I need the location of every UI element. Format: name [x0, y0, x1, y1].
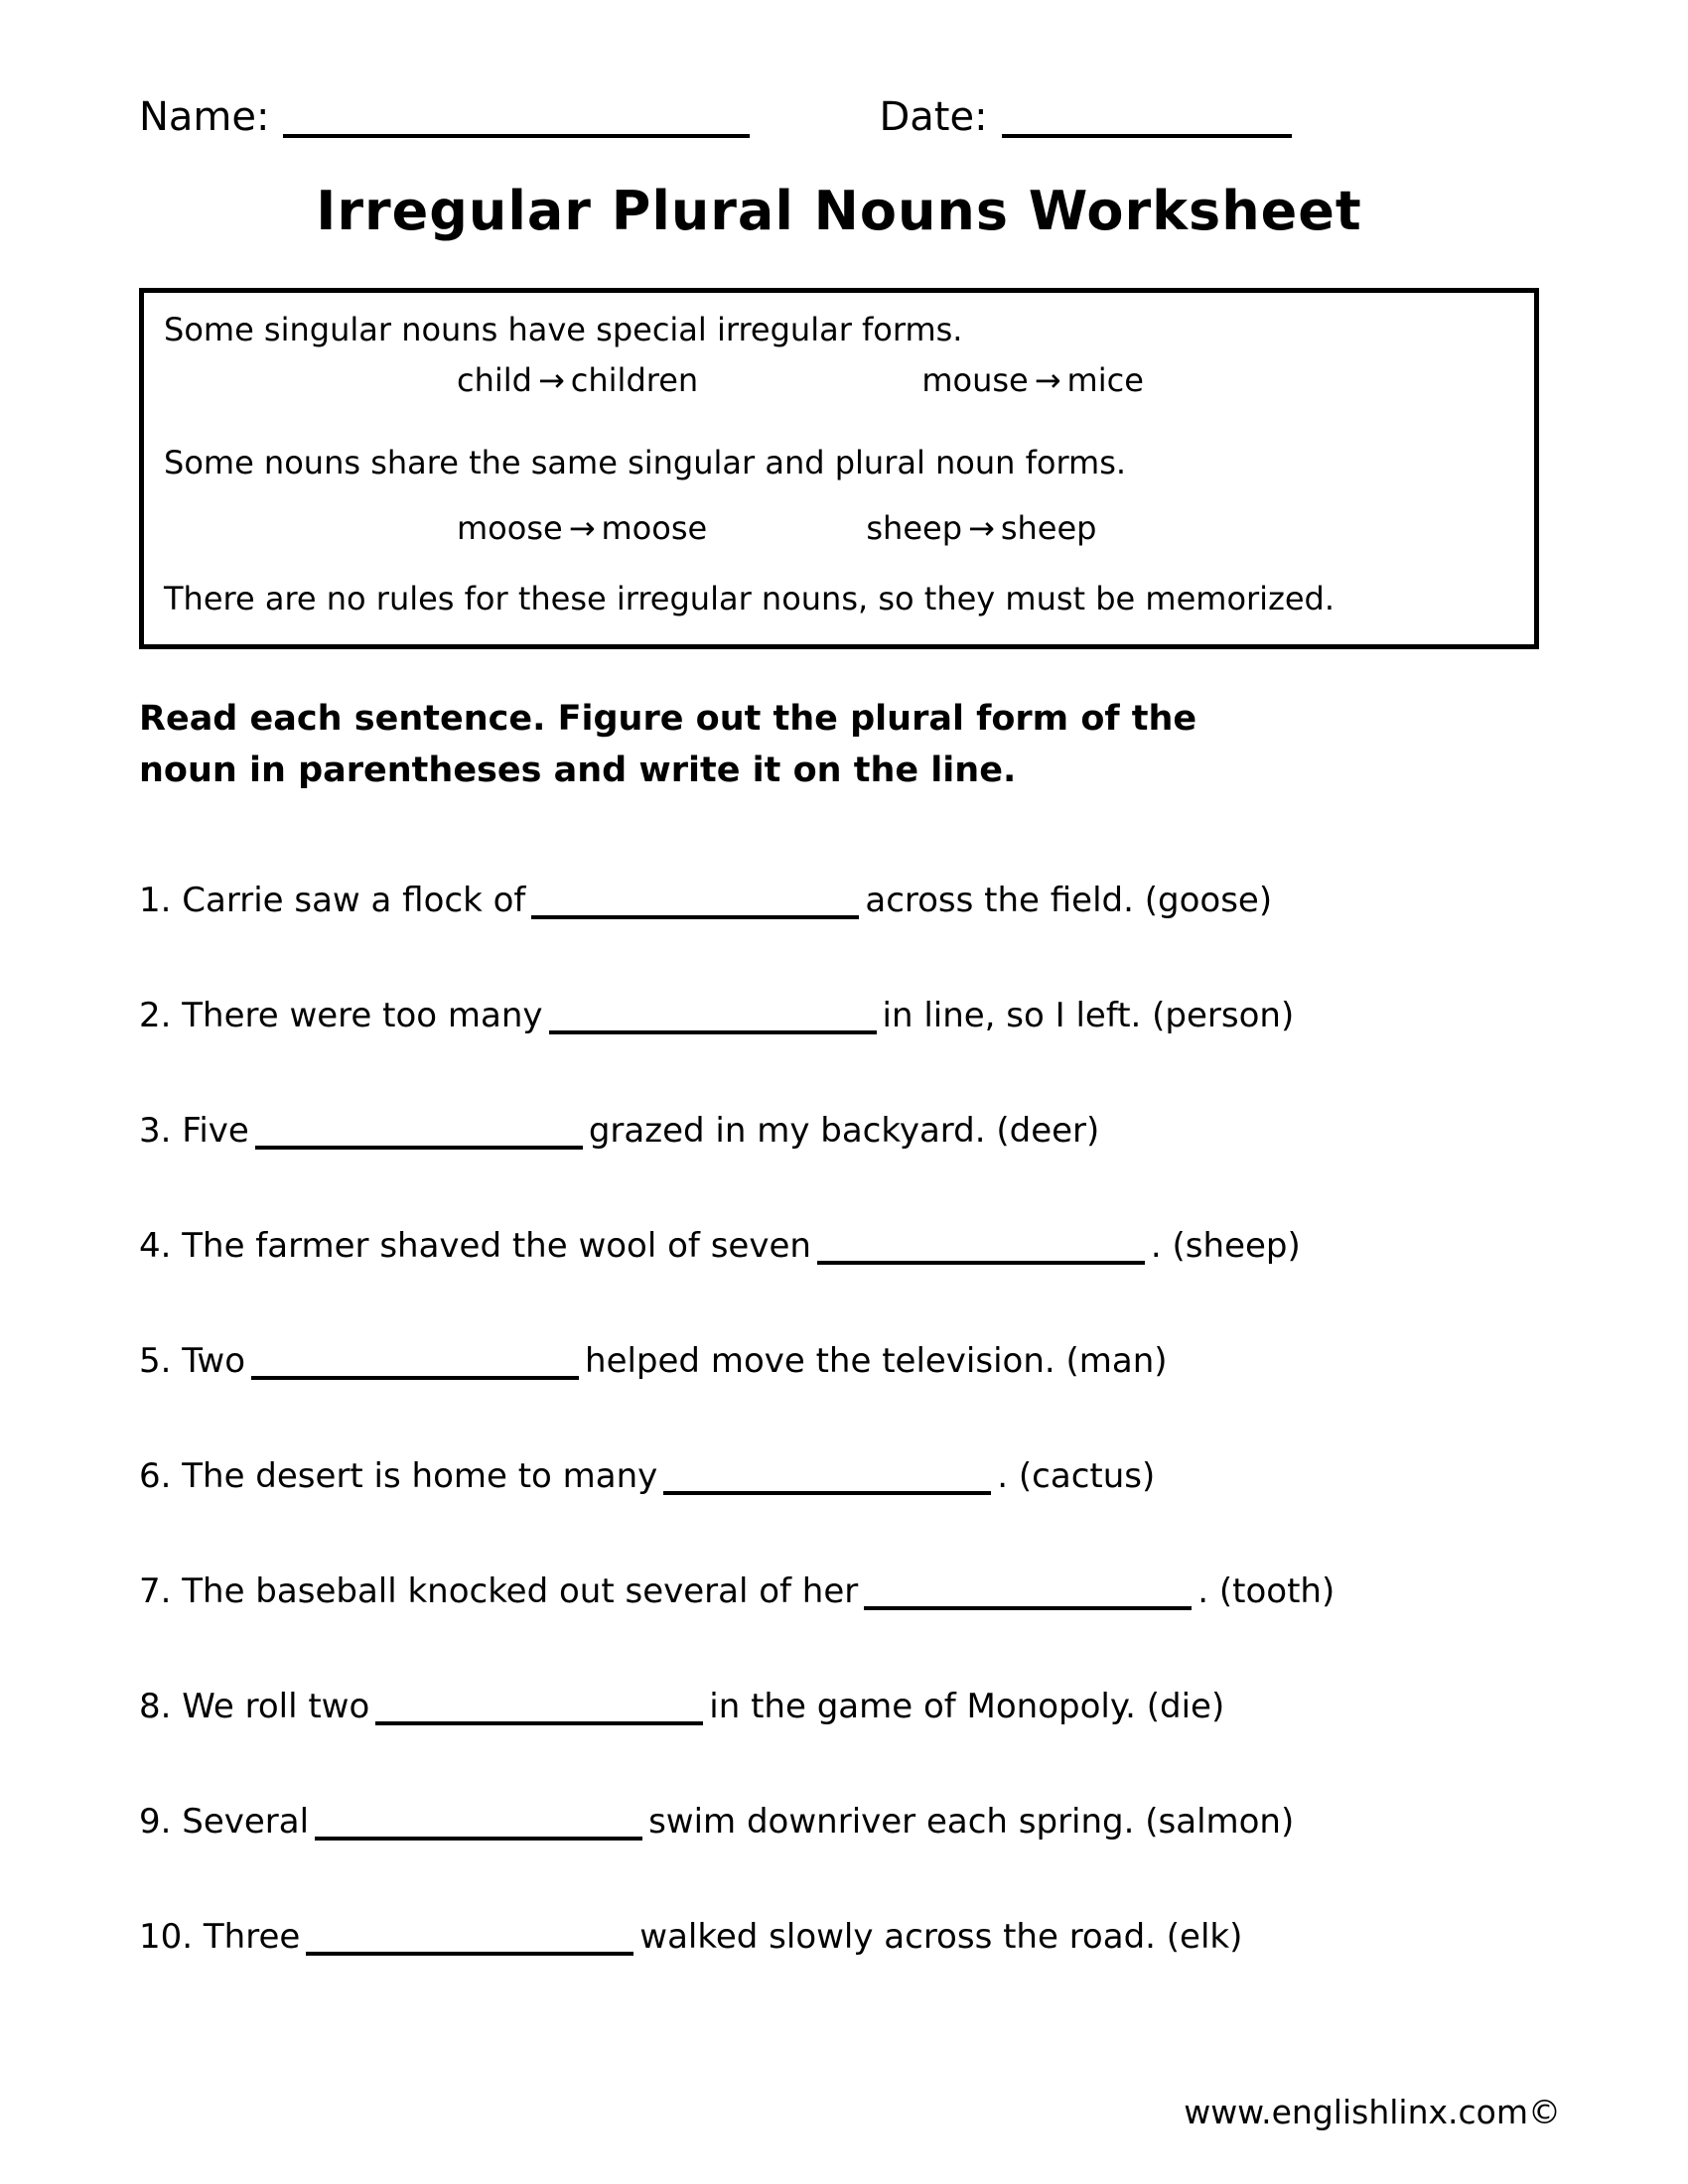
question-hint: (man)	[1065, 1340, 1168, 1381]
header-row	[139, 94, 1539, 140]
date-label: Date:	[879, 94, 988, 140]
answer-blank-6[interactable]	[663, 1461, 991, 1495]
examples-row-2	[164, 507, 1514, 550]
answer-blank-3[interactable]	[255, 1116, 583, 1150]
question-number: 8.	[139, 1686, 172, 1726]
answer-blank-10[interactable]	[306, 1922, 633, 1956]
question-text-before: We roll two	[182, 1686, 370, 1726]
example-singular: child	[457, 361, 532, 400]
name-label: Name:	[139, 94, 270, 140]
answer-blank-4[interactable]	[817, 1231, 1145, 1265]
answer-blank-2[interactable]	[549, 1001, 877, 1034]
question-hint: (elk)	[1166, 1916, 1243, 1957]
question-number: 2.	[139, 995, 172, 1035]
question-text-before: Five	[182, 1110, 249, 1151]
question-hint: (goose)	[1144, 880, 1273, 920]
question-text-after: swim downriver each spring.	[648, 1801, 1135, 1842]
answer-blank-9[interactable]	[315, 1807, 642, 1841]
question-text-before: Carrie saw a flock of	[182, 880, 526, 920]
question-number: 6.	[139, 1455, 172, 1496]
example-plural: moose	[601, 508, 708, 547]
example-singular: mouse	[921, 361, 1029, 400]
question-text-before: Three	[203, 1916, 301, 1957]
question-hint: (cactus)	[1018, 1455, 1156, 1496]
question-text-before: There were too many	[182, 995, 543, 1035]
question-number: 7.	[139, 1570, 172, 1611]
question-hint: (deer)	[996, 1110, 1100, 1151]
question-text-after: .	[1197, 1570, 1209, 1611]
question-number: 4.	[139, 1225, 172, 1266]
question-row-7	[139, 1571, 1539, 1611]
question-row-3	[139, 1111, 1539, 1151]
instructions-text: Read each sentence. Figure out the plural form of the noun in parentheses and write it on the line.	[139, 698, 1197, 791]
question-text-after: grazed in my backyard.	[588, 1110, 986, 1151]
question-text-after: in line, so I left.	[882, 995, 1142, 1035]
question-row-4	[139, 1226, 1539, 1266]
example-pair-mouse	[921, 359, 1144, 402]
arrow-right-icon: →	[1034, 361, 1061, 400]
question-number: 5.	[139, 1340, 172, 1381]
question-text-before: The farmer shaved the wool of seven	[182, 1225, 811, 1266]
question-row-9	[139, 1802, 1539, 1842]
question-text-after: .	[997, 1455, 1009, 1496]
example-singular: sheep	[866, 508, 962, 547]
question-hint: (die)	[1146, 1686, 1225, 1726]
rule-1-text: Some singular nouns have special irregular forms.	[164, 311, 963, 348]
page-title: Irregular Plural Nouns Worksheet	[316, 180, 1362, 242]
example-pair-child	[457, 359, 698, 402]
arrow-right-icon: →	[968, 508, 995, 547]
footer-credit: www.englishlinx.com©	[1184, 2093, 1561, 2131]
question-row-10	[139, 1917, 1539, 1957]
question-text-after: across the field.	[865, 880, 1134, 920]
answer-blank-5[interactable]	[251, 1346, 579, 1380]
question-row-5	[139, 1341, 1539, 1381]
arrow-right-icon: →	[568, 508, 596, 547]
question-text-after: in the game of Monopoly.	[709, 1686, 1136, 1726]
question-number: 9.	[139, 1801, 172, 1842]
question-number: 3.	[139, 1110, 172, 1151]
question-number: 1.	[139, 880, 172, 920]
example-plural: children	[570, 361, 699, 400]
answer-blank-1[interactable]	[531, 886, 859, 919]
question-row-2	[139, 996, 1539, 1035]
example-plural: sheep	[1000, 508, 1097, 547]
question-number: 10.	[139, 1916, 194, 1957]
question-hint: (person)	[1152, 995, 1295, 1035]
question-row-1	[139, 881, 1539, 920]
question-list	[139, 881, 1539, 1957]
date-blank-line[interactable]	[1002, 98, 1292, 138]
rule-2-text: Some nouns share the same singular and plural noun forms.	[164, 444, 1127, 482]
answer-blank-8[interactable]	[375, 1692, 703, 1725]
rule-3-text: There are no rules for these irregular nouns, so they must be memorized.	[164, 579, 1336, 617]
name-blank-line[interactable]	[283, 98, 750, 138]
question-text-after: walked slowly across the road.	[639, 1916, 1156, 1957]
question-text-before: Two	[182, 1340, 246, 1381]
example-plural: mice	[1066, 361, 1144, 400]
question-text-after: helped move the television.	[585, 1340, 1055, 1381]
question-hint: (tooth)	[1218, 1570, 1336, 1611]
arrow-right-icon: →	[537, 361, 565, 400]
answer-blank-7[interactable]	[864, 1576, 1192, 1610]
question-hint: (sheep)	[1172, 1225, 1301, 1266]
question-text-before: The desert is home to many	[182, 1455, 658, 1496]
example-pair-sheep	[866, 507, 1096, 550]
example-singular: moose	[457, 508, 563, 547]
question-text-before: The baseball knocked out several of her	[182, 1570, 859, 1611]
question-text-after: .	[1150, 1225, 1162, 1266]
question-hint: (salmon)	[1145, 1801, 1295, 1842]
question-row-8	[139, 1687, 1539, 1726]
question-text-before: Several	[182, 1801, 310, 1842]
example-pair-moose	[457, 507, 707, 550]
rules-box	[139, 288, 1539, 649]
question-row-6	[139, 1456, 1539, 1496]
examples-row-1	[164, 359, 1514, 402]
